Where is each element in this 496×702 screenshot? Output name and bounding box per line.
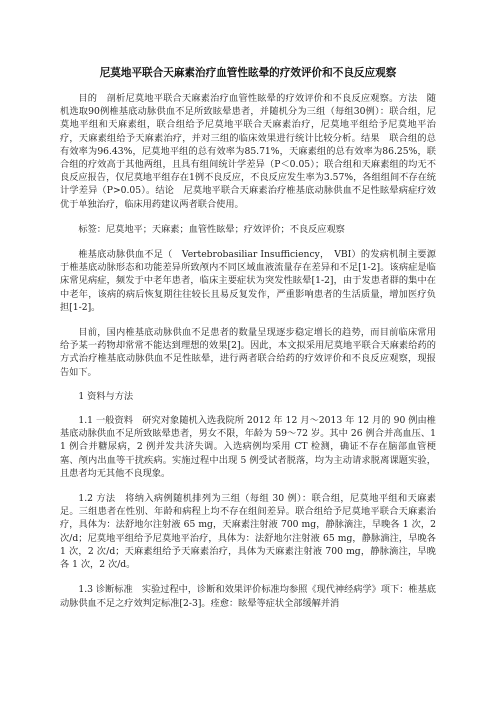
- subsection-1-1: 1.1 一般资料 研究对象随机入选我院所 2012 年 12 月～2013 年 12 月的 90 例由椎基底动脉供血不足所致眩晕患者，男女不限，年龄为 59～72 岁。其中 26 例合并高血压、11 例合并糖尿病，2 例并发共济失调。入选病例均采用 CT 检测，确证不存在脑部血管梗塞、颅内出血等干扰疾病。实施过程中出现 5 例受试者脱落，均为主动请求脱离课题实验，且患者均无其他不良现象。: [60, 415, 436, 479]
- intro-paragraph-2: 目前，国内椎基底动脉供血不足患者的数量呈现逐步稳定增长的趋势，而目前临床常用给予某一药物却常常不能达到理想的效果[2]。因此，本文拟采用尼莫地平联合天麻素给药的方式治疗椎基底动脉供血不足性眩晕，进行两者联合给药的疗效评价和不良反应观察，现报告如下。: [60, 327, 436, 378]
- abstract-paragraph: 目的 剖析尼莫地平联合天麻素治疗血管性眩晕的疗效评价和不良反应观察。方法 随机选取90例椎基底动脉供血不足所致眩晕患者，并随机分为三组（每组30例）：联合组，尼莫地平组和天麻素组，联合组给予尼莫地平联合天麻素治疗，尼莫地平组给予尼莫地平治疗，天麻素组给予天麻素治疗，并对三组的临床效果进行统计比较分析。结果 联合组的总有效率为96.43%，尼莫地平组的总有效率为85.71%，天麻素组的总有效率为86.25%，联合组的疗效高于其他两组，且具有组间统计学差异（P＜0.05）；联合组和天麻素组的均无不良反应报告，仅尼莫地平组存在1例不良反应，不良反应发生率为3.57%，各组组间不存在统计学差异（P>0.05）。结论 尼莫地平联合天麻素治疗椎基底动脉供血不足性眩晕病症疗效优于单独治疗，临床用药建议两者联合使用。: [60, 93, 436, 210]
- subsection-1-3: 1.3 诊断标准 实验过程中，诊断和效果评价标准均参照《现代神经病学》项下：椎基底动脉供血不足之疗效判定标准[2-3]。痊愈：眩晕等症状全部缓解并消: [60, 584, 436, 609]
- section-heading-1: 1 资料与方法: [78, 390, 134, 402]
- intro-paragraph-1: 椎基底动脉供血不足（ Vertebrobasiliar Insufficiency， VBI）的发病机制主要源于椎基底动脉形态和功能差异所致颅内不同区域血液流量存在差异和不足[1-2]。该病症是临床常见病症，频发于中老年患者，临床主要症状为突发性眩晕[1-2]，由于发患者群的集中在中老年，该病的病后恢复期往往较长且易反复发作，严重影响患者的生活质量，增加医疗负担[1-2]。: [60, 249, 436, 313]
- keywords-line: 标签：尼莫地平；天麻素；血管性眩晕；疗效评价；不良反应观察: [78, 223, 345, 235]
- paper-title: 尼莫地平联合天麻素治疗血管性眩晕的疗效评价和不良反应观察: [99, 67, 397, 79]
- subsection-1-2: 1.2 方法 将纳入病例随机排列为三组（每组 30 例）：联合组，尼莫地平组和天麻素足。三组患者在性别、年龄和病程上均不存在组间差异。联合组给予尼莫地平联合天麻素治疗，具体为：法舒地尔注射液 65 mg，天麻素注射液 700 mg，静脉滴注，早晚各 1 次，2 次/d；尼莫地平组给予尼莫地平治疗，具体为：法舒地尔注射液 65 mg，静脉滴注，早晚各 1 次，2 次/d；天麻素组给予天麻素治疗，具体为天麻素注射液 700 mg，静脉滴注，早晚各 1 次，2 次/d。: [60, 493, 436, 571]
